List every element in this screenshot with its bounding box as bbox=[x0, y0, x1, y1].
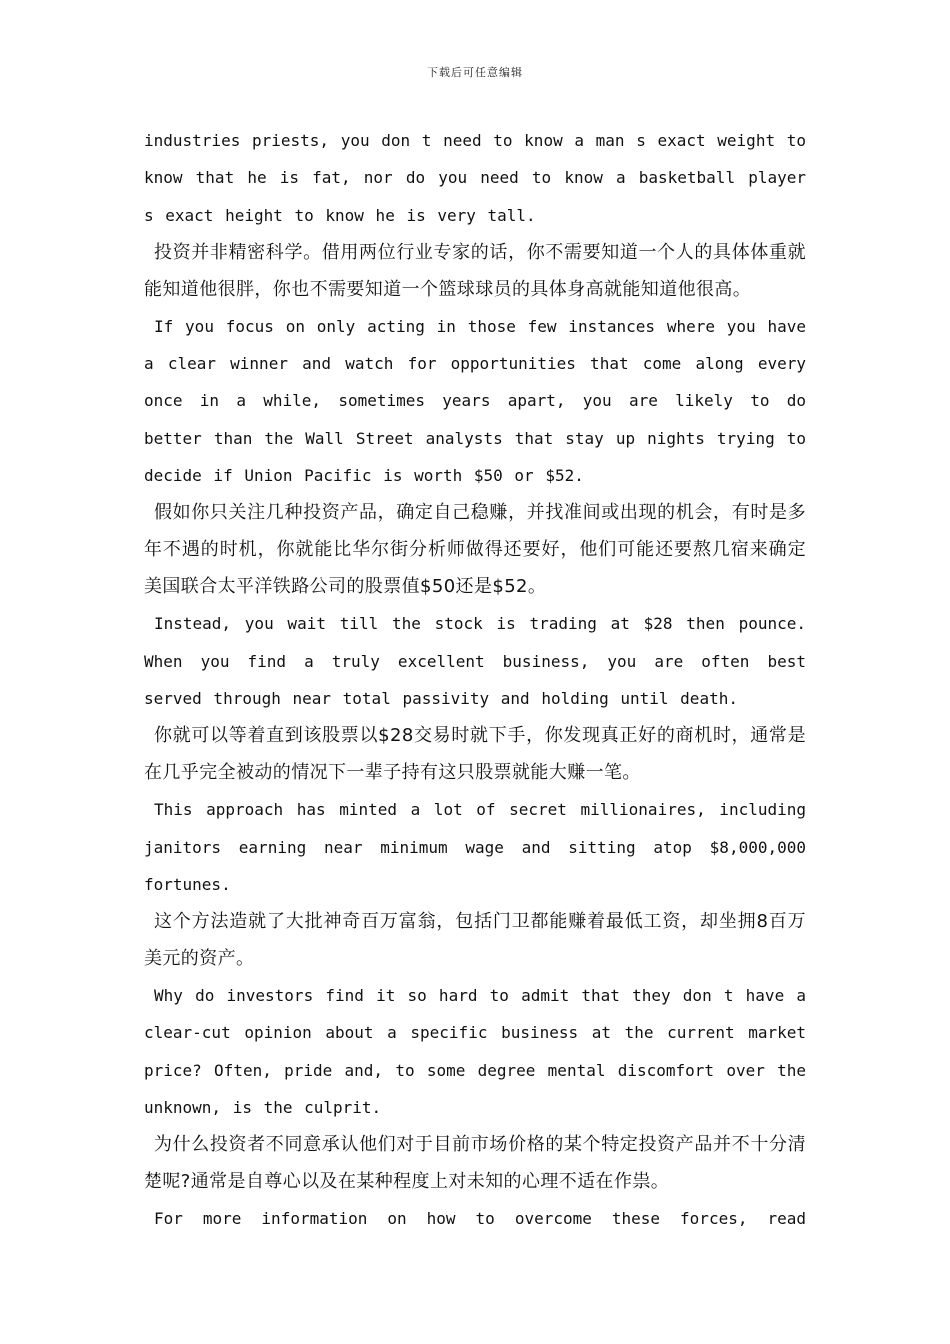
paragraph-zh-4: 这个方法造就了大批神奇百万富翁，包括门卫都能赚着最低工资，却坐拥8百万美元的资产。 bbox=[144, 911, 806, 970]
paragraph-en-5: Why do investors find it so hard to admit that they don t have a clear-cut opinion about a specific business at the current market price? Often, pride and, to some degree mental discomfort over the unknown, is the culprit. bbox=[144, 986, 806, 1118]
paragraph-zh-3: 你就可以等着直到该股票以$28交易时就下手，你发现真正好的商机时，通常是在几乎完全被动的情况下一辈子持有这只股票就能大赚一笔。 bbox=[144, 725, 806, 784]
paragraph-en-6: For more information on how to overcome these forces, read bbox=[154, 1209, 806, 1229]
document-body bbox=[144, 122, 806, 1238]
page-header: 下载后可任意编辑 bbox=[427, 66, 523, 79]
paragraph-zh-5: 为什么投资者不同意承认他们对于目前市场价格的某个特定投资产品并不十分清楚呢?通常是自尊心以及在某种程度上对未知的心理不适在作祟。 bbox=[144, 1134, 806, 1193]
paragraph-en-2: If you focus on only acting in those few instances where you have a clear winner and watch for opportunities that come along every once in a while, sometimes years apart, you are likely to do better than the Wall Street analysts that stay up nights trying to decide if Union Pacific is worth $50 or $52. bbox=[144, 316, 806, 486]
paragraph-zh-1: 投资并非精密科学。借用两位行业专家的话，你不需要知道一个人的具体体重就能知道他很胖，你也不需要知道一个篮球球员的具体身高就能知道他很高。 bbox=[144, 241, 806, 300]
paragraph-en-4: This approach has minted a lot of secret millionaires, including janitors earning near minimum wage and sitting atop $8,000,000 fortunes. bbox=[144, 800, 806, 894]
paragraph-en-3: Instead, you wait till the stock is trading at $28 then pounce. When you find a truly excellent business, you are often best served through near total passivity and holding until death. bbox=[144, 614, 806, 708]
paragraph-zh-2: 假如你只关注几种投资产品，确定自己稳赚，并找准间或出现的机会，有时是多年不遇的时机，你就能比华尔街分析师做得还要好，他们可能还要熬几宿来确定美国联合太平洋铁路公司的股票值$50还是$52。 bbox=[144, 502, 806, 598]
paragraph-en-1: industries priests, you don t need to know a man s exact weight to know that he is fat, nor do you need to know a basketball player s exact height to know he is very tall. bbox=[144, 131, 806, 225]
